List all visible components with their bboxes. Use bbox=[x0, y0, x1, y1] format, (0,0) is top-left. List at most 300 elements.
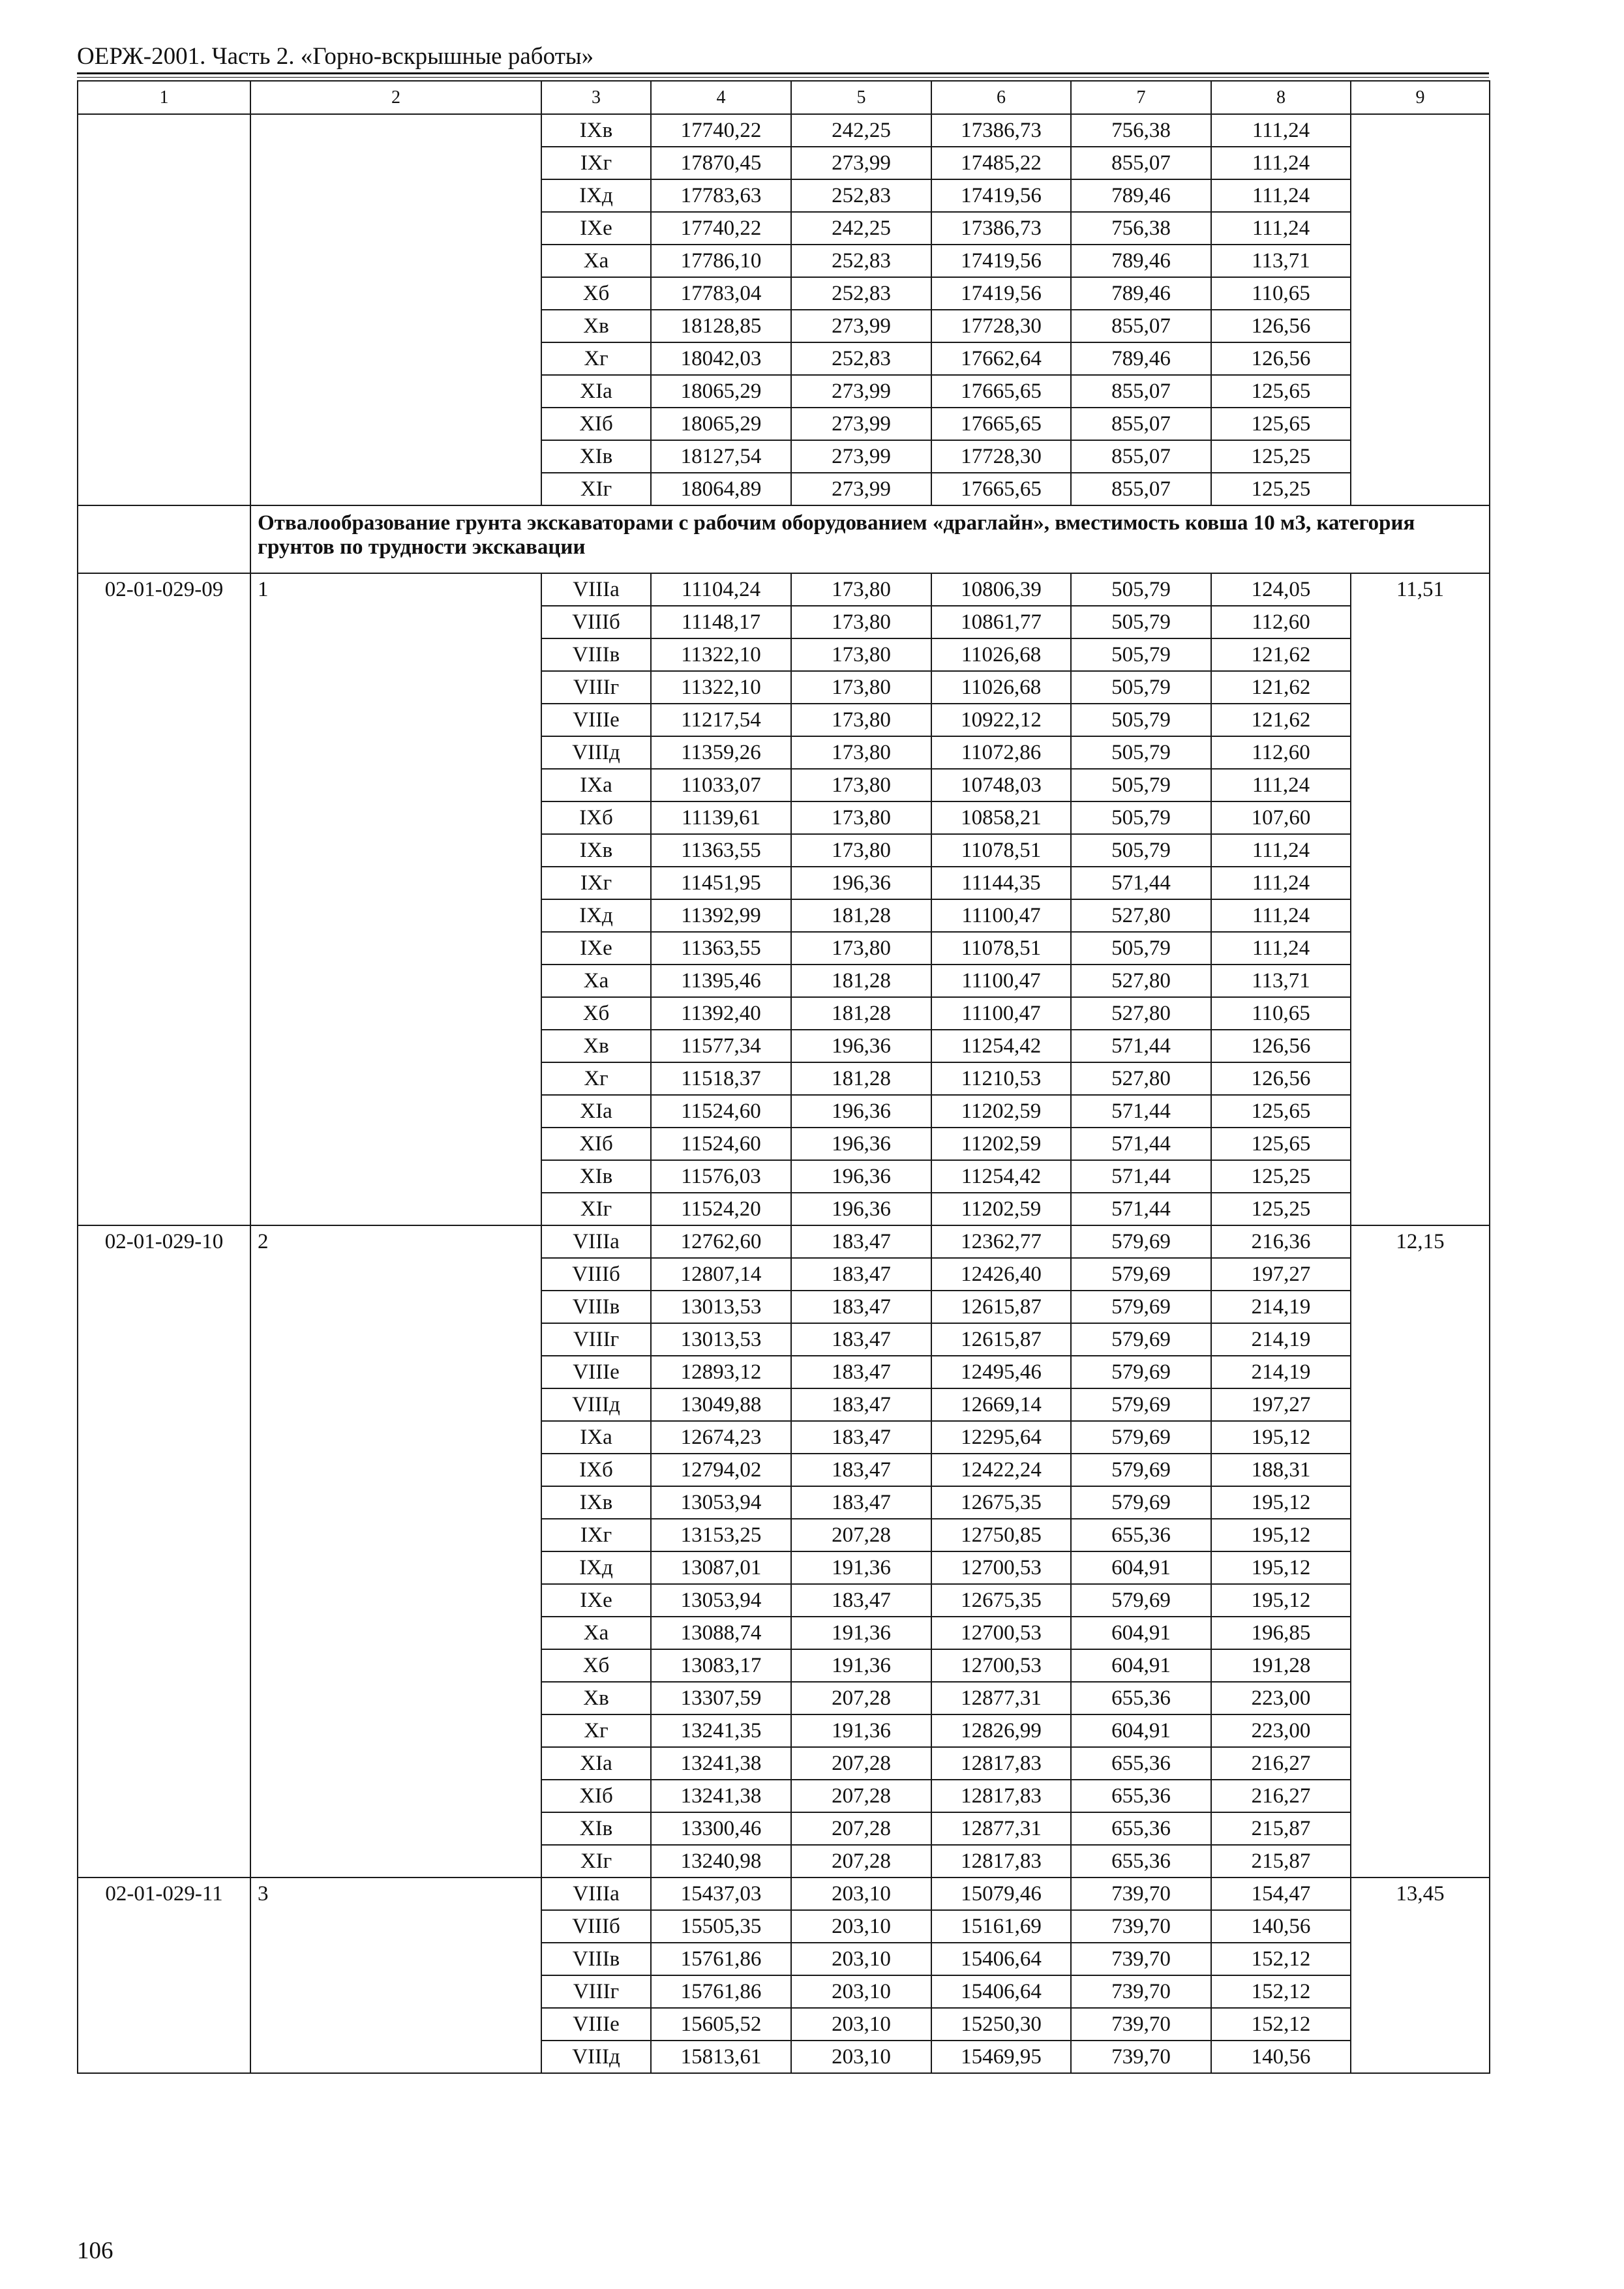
col4-cell: 18042,03 bbox=[651, 342, 791, 375]
col7-cell: 655,36 bbox=[1071, 1812, 1211, 1845]
col4-cell: 18128,85 bbox=[651, 310, 791, 342]
col5-cell: 196,36 bbox=[791, 867, 931, 899]
rate-code: 02-01-029-11 bbox=[78, 1878, 250, 2073]
col7-cell: 604,91 bbox=[1071, 1551, 1211, 1584]
col5-cell: 183,47 bbox=[791, 1454, 931, 1486]
table-row bbox=[78, 1878, 1490, 1910]
col8-cell: 121,62 bbox=[1211, 704, 1351, 736]
col5-cell: 183,47 bbox=[791, 1356, 931, 1388]
column-header: 8 bbox=[1211, 81, 1351, 114]
col5-cell: 181,28 bbox=[791, 899, 931, 932]
category-cell: Xв bbox=[541, 310, 651, 342]
category-cell: XIг bbox=[541, 473, 651, 505]
col7-cell: 505,79 bbox=[1071, 671, 1211, 704]
col7-cell: 655,36 bbox=[1071, 1682, 1211, 1714]
col5-cell: 242,25 bbox=[791, 212, 931, 245]
category-cell: Xг bbox=[541, 342, 651, 375]
col7-cell: 855,07 bbox=[1071, 375, 1211, 408]
col4-cell: 12674,23 bbox=[651, 1421, 791, 1454]
col5-cell: 207,28 bbox=[791, 1519, 931, 1551]
col6-cell: 11026,68 bbox=[931, 638, 1071, 671]
col8-cell: 125,25 bbox=[1211, 1160, 1351, 1193]
col6-cell: 15250,30 bbox=[931, 2008, 1071, 2041]
col8-cell: 125,25 bbox=[1211, 1193, 1351, 1225]
col4-cell: 11577,34 bbox=[651, 1030, 791, 1062]
col7-cell: 505,79 bbox=[1071, 834, 1211, 867]
col7-cell: 579,69 bbox=[1071, 1388, 1211, 1421]
col8-cell: 126,56 bbox=[1211, 342, 1351, 375]
col4-cell: 12762,60 bbox=[651, 1225, 791, 1258]
col7-cell: 579,69 bbox=[1071, 1225, 1211, 1258]
category-cell: Xв bbox=[541, 1682, 651, 1714]
category-cell: XIб bbox=[541, 1780, 651, 1812]
col8-cell: 111,24 bbox=[1211, 147, 1351, 179]
col5-cell: 183,47 bbox=[791, 1291, 931, 1323]
col9-value: 11,51 bbox=[1351, 573, 1490, 1225]
col8-cell: 121,62 bbox=[1211, 638, 1351, 671]
col4-cell: 11518,37 bbox=[651, 1062, 791, 1095]
col7-cell: 505,79 bbox=[1071, 606, 1211, 638]
category-cell: Xб bbox=[541, 277, 651, 310]
category-cell: IXд bbox=[541, 179, 651, 212]
col7-cell: 505,79 bbox=[1071, 704, 1211, 736]
last-cell bbox=[1351, 114, 1490, 505]
col4-cell: 11359,26 bbox=[651, 736, 791, 769]
category-cell: Xа bbox=[541, 245, 651, 277]
col7-cell: 789,46 bbox=[1071, 179, 1211, 212]
category-cell: VIIIд bbox=[541, 1388, 651, 1421]
col5-cell: 191,36 bbox=[791, 1617, 931, 1649]
category-cell: IXе bbox=[541, 212, 651, 245]
column-header: 3 bbox=[541, 81, 651, 114]
col8-cell: 110,65 bbox=[1211, 997, 1351, 1030]
col6-cell: 15406,64 bbox=[931, 1975, 1071, 2008]
col8-cell: 195,12 bbox=[1211, 1421, 1351, 1454]
rate-name: 1 bbox=[250, 573, 541, 1225]
col7-cell: 789,46 bbox=[1071, 342, 1211, 375]
col8-cell: 214,19 bbox=[1211, 1291, 1351, 1323]
col4-cell: 17786,10 bbox=[651, 245, 791, 277]
col7-cell: 505,79 bbox=[1071, 801, 1211, 834]
category-cell: VIIIб bbox=[541, 606, 651, 638]
col5-cell: 203,10 bbox=[791, 1878, 931, 1910]
col7-cell: 579,69 bbox=[1071, 1584, 1211, 1617]
col4-cell: 13053,94 bbox=[651, 1486, 791, 1519]
col4-cell: 13013,53 bbox=[651, 1323, 791, 1356]
col4-cell: 12807,14 bbox=[651, 1258, 791, 1291]
col5-cell: 252,83 bbox=[791, 277, 931, 310]
col4-cell: 11148,17 bbox=[651, 606, 791, 638]
col4-cell: 11033,07 bbox=[651, 769, 791, 801]
col5-cell: 183,47 bbox=[791, 1584, 931, 1617]
col8-cell: 152,12 bbox=[1211, 1943, 1351, 1975]
col5-cell: 191,36 bbox=[791, 1649, 931, 1682]
col4-cell: 12794,02 bbox=[651, 1454, 791, 1486]
col7-cell: 739,70 bbox=[1071, 2008, 1211, 2041]
col7-cell: 527,80 bbox=[1071, 1062, 1211, 1095]
col7-cell: 571,44 bbox=[1071, 1193, 1211, 1225]
col6-cell: 12615,87 bbox=[931, 1291, 1071, 1323]
category-cell: XIг bbox=[541, 1845, 651, 1878]
col8-cell: 125,25 bbox=[1211, 440, 1351, 473]
col7-cell: 579,69 bbox=[1071, 1323, 1211, 1356]
code-cell bbox=[78, 114, 250, 505]
col4-cell: 13049,88 bbox=[651, 1388, 791, 1421]
col8-cell: 216,36 bbox=[1211, 1225, 1351, 1258]
col5-cell: 181,28 bbox=[791, 997, 931, 1030]
col5-cell: 183,47 bbox=[791, 1258, 931, 1291]
col8-cell: 223,00 bbox=[1211, 1682, 1351, 1714]
col4-cell: 13088,74 bbox=[651, 1617, 791, 1649]
col7-cell: 739,70 bbox=[1071, 2041, 1211, 2073]
col8-cell: 125,65 bbox=[1211, 1095, 1351, 1128]
col6-cell: 15161,69 bbox=[931, 1910, 1071, 1943]
col4-cell: 11139,61 bbox=[651, 801, 791, 834]
col7-cell: 505,79 bbox=[1071, 736, 1211, 769]
col4-cell: 15761,86 bbox=[651, 1943, 791, 1975]
col8-cell: 126,56 bbox=[1211, 1062, 1351, 1095]
col4-cell: 11217,54 bbox=[651, 704, 791, 736]
col7-cell: 855,07 bbox=[1071, 408, 1211, 440]
rate-name: 3 bbox=[250, 1878, 541, 2073]
col8-cell: 112,60 bbox=[1211, 606, 1351, 638]
col5-cell: 183,47 bbox=[791, 1486, 931, 1519]
col4-cell: 18127,54 bbox=[651, 440, 791, 473]
col5-cell: 173,80 bbox=[791, 932, 931, 965]
category-cell: VIIIв bbox=[541, 1291, 651, 1323]
col5-cell: 173,80 bbox=[791, 834, 931, 867]
col6-cell: 17728,30 bbox=[931, 310, 1071, 342]
col5-cell: 191,36 bbox=[791, 1551, 931, 1584]
col6-cell: 11202,59 bbox=[931, 1128, 1071, 1160]
col4-cell: 11524,60 bbox=[651, 1128, 791, 1160]
col6-cell: 15406,64 bbox=[931, 1943, 1071, 1975]
col9-value: 13,45 bbox=[1351, 1878, 1490, 2073]
category-cell: VIIIг bbox=[541, 671, 651, 704]
col4-cell: 18065,29 bbox=[651, 408, 791, 440]
col6-cell: 17419,56 bbox=[931, 245, 1071, 277]
col7-cell: 739,70 bbox=[1071, 1878, 1211, 1910]
category-cell: XIа bbox=[541, 1095, 651, 1128]
col7-cell: 655,36 bbox=[1071, 1747, 1211, 1780]
col4-cell: 11322,10 bbox=[651, 638, 791, 671]
col8-cell: 216,27 bbox=[1211, 1747, 1351, 1780]
col6-cell: 11202,59 bbox=[931, 1095, 1071, 1128]
col8-cell: 140,56 bbox=[1211, 2041, 1351, 2073]
category-cell: IXа bbox=[541, 769, 651, 801]
category-cell: IXе bbox=[541, 1584, 651, 1617]
col5-cell: 203,10 bbox=[791, 2008, 931, 2041]
col6-cell: 12700,53 bbox=[931, 1551, 1071, 1584]
col6-cell: 10861,77 bbox=[931, 606, 1071, 638]
col8-cell: 214,19 bbox=[1211, 1356, 1351, 1388]
category-cell: VIIIа bbox=[541, 573, 651, 606]
col5-cell: 203,10 bbox=[791, 1943, 931, 1975]
document-title: ОЕРЖ-2001. Часть 2. «Горно-вскрышные работы» bbox=[77, 43, 594, 70]
col6-cell: 12675,35 bbox=[931, 1486, 1071, 1519]
col8-cell: 197,27 bbox=[1211, 1388, 1351, 1421]
category-cell: IXв bbox=[541, 114, 651, 147]
col4-cell: 18065,29 bbox=[651, 375, 791, 408]
col8-cell: 126,56 bbox=[1211, 310, 1351, 342]
col6-cell: 11072,86 bbox=[931, 736, 1071, 769]
col6-cell: 12700,53 bbox=[931, 1649, 1071, 1682]
col4-cell: 17740,22 bbox=[651, 212, 791, 245]
rate-code: 02-01-029-09 bbox=[78, 573, 250, 1225]
col5-cell: 173,80 bbox=[791, 801, 931, 834]
col7-cell: 527,80 bbox=[1071, 997, 1211, 1030]
col8-cell: 113,71 bbox=[1211, 245, 1351, 277]
col4-cell: 15813,61 bbox=[651, 2041, 791, 2073]
col8-cell: 195,12 bbox=[1211, 1551, 1351, 1584]
col7-cell: 579,69 bbox=[1071, 1291, 1211, 1323]
col7-cell: 855,07 bbox=[1071, 473, 1211, 505]
col8-cell: 111,24 bbox=[1211, 769, 1351, 801]
col5-cell: 207,28 bbox=[791, 1747, 931, 1780]
col5-cell: 203,10 bbox=[791, 1975, 931, 2008]
name-cell bbox=[250, 114, 541, 505]
col6-cell: 15469,95 bbox=[931, 2041, 1071, 2073]
category-cell: Xб bbox=[541, 997, 651, 1030]
section-row bbox=[78, 505, 1490, 573]
page-number: 106 bbox=[77, 2237, 113, 2264]
col6-cell: 12495,46 bbox=[931, 1356, 1071, 1388]
col6-cell: 12877,31 bbox=[931, 1812, 1071, 1845]
col7-cell: 739,70 bbox=[1071, 1910, 1211, 1943]
category-cell: VIIIе bbox=[541, 2008, 651, 2041]
col6-cell: 17662,64 bbox=[931, 342, 1071, 375]
col7-cell: 855,07 bbox=[1071, 147, 1211, 179]
col5-cell: 191,36 bbox=[791, 1714, 931, 1747]
col5-cell: 273,99 bbox=[791, 147, 931, 179]
price-table bbox=[77, 80, 1490, 2074]
col4-cell: 12893,12 bbox=[651, 1356, 791, 1388]
category-cell: IXд bbox=[541, 1551, 651, 1584]
category-cell: XIа bbox=[541, 1747, 651, 1780]
section-title: Отвалообразование грунта экскаваторами с рабочим оборудованием «драглайн», вместимость ковша 10 м3, категория грунтов по трудности экскавации bbox=[250, 505, 1490, 573]
column-header: 7 bbox=[1071, 81, 1211, 114]
col7-cell: 655,36 bbox=[1071, 1519, 1211, 1551]
col8-cell: 126,56 bbox=[1211, 1030, 1351, 1062]
col5-cell: 173,80 bbox=[791, 573, 931, 606]
col8-cell: 111,24 bbox=[1211, 867, 1351, 899]
category-cell: XIв bbox=[541, 1812, 651, 1845]
col4-cell: 11392,99 bbox=[651, 899, 791, 932]
col4-cell: 11451,95 bbox=[651, 867, 791, 899]
col6-cell: 12295,64 bbox=[931, 1421, 1071, 1454]
col5-cell: 196,36 bbox=[791, 1095, 931, 1128]
category-cell: VIIIд bbox=[541, 736, 651, 769]
col4-cell: 13241,38 bbox=[651, 1780, 791, 1812]
col5-cell: 173,80 bbox=[791, 704, 931, 736]
col5-cell: 173,80 bbox=[791, 769, 931, 801]
col7-cell: 571,44 bbox=[1071, 1128, 1211, 1160]
category-cell: VIIIг bbox=[541, 1975, 651, 2008]
col5-cell: 183,47 bbox=[791, 1225, 931, 1258]
col5-cell: 207,28 bbox=[791, 1812, 931, 1845]
col7-cell: 571,44 bbox=[1071, 867, 1211, 899]
col5-cell: 196,36 bbox=[791, 1030, 931, 1062]
category-cell: Xа bbox=[541, 1617, 651, 1649]
col7-cell: 505,79 bbox=[1071, 573, 1211, 606]
col6-cell: 10922,12 bbox=[931, 704, 1071, 736]
column-header: 9 bbox=[1351, 81, 1490, 114]
col7-cell: 604,91 bbox=[1071, 1714, 1211, 1747]
col7-cell: 505,79 bbox=[1071, 932, 1211, 965]
category-cell: XIв bbox=[541, 440, 651, 473]
col6-cell: 10748,03 bbox=[931, 769, 1071, 801]
col5-cell: 242,25 bbox=[791, 114, 931, 147]
col6-cell: 17386,73 bbox=[931, 212, 1071, 245]
col6-cell: 10806,39 bbox=[931, 573, 1071, 606]
col8-cell: 111,24 bbox=[1211, 114, 1351, 147]
col7-cell: 505,79 bbox=[1071, 638, 1211, 671]
col4-cell: 13300,46 bbox=[651, 1812, 791, 1845]
col7-cell: 855,07 bbox=[1071, 440, 1211, 473]
col7-cell: 579,69 bbox=[1071, 1356, 1211, 1388]
col8-cell: 223,00 bbox=[1211, 1714, 1351, 1747]
category-cell: VIIIб bbox=[541, 1910, 651, 1943]
col8-cell: 196,85 bbox=[1211, 1617, 1351, 1649]
col4-cell: 11524,60 bbox=[651, 1095, 791, 1128]
col6-cell: 12615,87 bbox=[931, 1323, 1071, 1356]
col6-cell: 12817,83 bbox=[931, 1845, 1071, 1878]
category-cell: VIIIе bbox=[541, 704, 651, 736]
col7-cell: 579,69 bbox=[1071, 1421, 1211, 1454]
col6-cell: 11100,47 bbox=[931, 965, 1071, 997]
category-cell: IXе bbox=[541, 932, 651, 965]
col5-cell: 252,83 bbox=[791, 179, 931, 212]
col7-cell: 527,80 bbox=[1071, 899, 1211, 932]
category-cell: IXа bbox=[541, 1421, 651, 1454]
col6-cell: 11026,68 bbox=[931, 671, 1071, 704]
col6-cell: 12700,53 bbox=[931, 1617, 1071, 1649]
category-cell: Xг bbox=[541, 1714, 651, 1747]
col8-cell: 214,19 bbox=[1211, 1323, 1351, 1356]
col7-cell: 579,69 bbox=[1071, 1454, 1211, 1486]
col8-cell: 140,56 bbox=[1211, 1910, 1351, 1943]
col8-cell: 125,25 bbox=[1211, 473, 1351, 505]
col8-cell: 110,65 bbox=[1211, 277, 1351, 310]
rate-name: 2 bbox=[250, 1225, 541, 1878]
table-body bbox=[78, 81, 1490, 2073]
col6-cell: 12877,31 bbox=[931, 1682, 1071, 1714]
col4-cell: 15437,03 bbox=[651, 1878, 791, 1910]
col4-cell: 11395,46 bbox=[651, 965, 791, 997]
table-row bbox=[78, 114, 1490, 147]
col4-cell: 13013,53 bbox=[651, 1291, 791, 1323]
col6-cell: 15079,46 bbox=[931, 1878, 1071, 1910]
col5-cell: 273,99 bbox=[791, 473, 931, 505]
category-cell: VIIIв bbox=[541, 1943, 651, 1975]
col5-cell: 173,80 bbox=[791, 671, 931, 704]
col8-cell: 216,27 bbox=[1211, 1780, 1351, 1812]
col7-cell: 579,69 bbox=[1071, 1258, 1211, 1291]
category-cell: Xа bbox=[541, 965, 651, 997]
category-cell: VIIIг bbox=[541, 1323, 651, 1356]
category-cell: IXг bbox=[541, 1519, 651, 1551]
col5-cell: 196,36 bbox=[791, 1160, 931, 1193]
col4-cell: 11104,24 bbox=[651, 573, 791, 606]
col5-cell: 203,10 bbox=[791, 1910, 931, 1943]
category-cell: VIIIа bbox=[541, 1225, 651, 1258]
col4-cell: 13307,59 bbox=[651, 1682, 791, 1714]
col5-cell: 207,28 bbox=[791, 1682, 931, 1714]
category-cell: XIв bbox=[541, 1160, 651, 1193]
category-cell: IXг bbox=[541, 867, 651, 899]
col4-cell: 15505,35 bbox=[651, 1910, 791, 1943]
col6-cell: 11100,47 bbox=[931, 997, 1071, 1030]
category-cell: IXб bbox=[541, 1454, 651, 1486]
col4-cell: 11524,20 bbox=[651, 1193, 791, 1225]
header-rule-thick bbox=[77, 72, 1489, 74]
col6-cell: 11202,59 bbox=[931, 1193, 1071, 1225]
col4-cell: 18064,89 bbox=[651, 473, 791, 505]
col5-cell: 252,83 bbox=[791, 342, 931, 375]
category-cell: IXв bbox=[541, 834, 651, 867]
col7-cell: 756,38 bbox=[1071, 212, 1211, 245]
col8-cell: 107,60 bbox=[1211, 801, 1351, 834]
col5-cell: 183,47 bbox=[791, 1388, 931, 1421]
col4-cell: 17870,45 bbox=[651, 147, 791, 179]
header-rule-thin bbox=[77, 77, 1489, 78]
col8-cell: 111,24 bbox=[1211, 834, 1351, 867]
col4-cell: 11322,10 bbox=[651, 671, 791, 704]
col6-cell: 12750,85 bbox=[931, 1519, 1071, 1551]
col8-cell: 197,27 bbox=[1211, 1258, 1351, 1291]
col5-cell: 196,36 bbox=[791, 1128, 931, 1160]
rate-code: 02-01-029-10 bbox=[78, 1225, 250, 1878]
col4-cell: 15605,52 bbox=[651, 2008, 791, 2041]
col4-cell: 15761,86 bbox=[651, 1975, 791, 2008]
col7-cell: 756,38 bbox=[1071, 114, 1211, 147]
col5-cell: 207,28 bbox=[791, 1780, 931, 1812]
column-header: 1 bbox=[78, 81, 250, 114]
col6-cell: 17665,65 bbox=[931, 473, 1071, 505]
column-header-row bbox=[78, 81, 1490, 114]
col7-cell: 527,80 bbox=[1071, 965, 1211, 997]
col8-cell: 112,60 bbox=[1211, 736, 1351, 769]
col8-cell: 195,12 bbox=[1211, 1584, 1351, 1617]
category-cell: VIIIа bbox=[541, 1878, 651, 1910]
col8-cell: 191,28 bbox=[1211, 1649, 1351, 1682]
category-cell: IXг bbox=[541, 147, 651, 179]
col7-cell: 579,69 bbox=[1071, 1486, 1211, 1519]
col8-cell: 111,24 bbox=[1211, 179, 1351, 212]
category-cell: IXд bbox=[541, 899, 651, 932]
category-cell: IXб bbox=[541, 801, 651, 834]
category-cell: Xб bbox=[541, 1649, 651, 1682]
col7-cell: 604,91 bbox=[1071, 1617, 1211, 1649]
col6-cell: 17485,22 bbox=[931, 147, 1071, 179]
col6-cell: 12362,77 bbox=[931, 1225, 1071, 1258]
col8-cell: 111,24 bbox=[1211, 212, 1351, 245]
col4-cell: 17783,63 bbox=[651, 179, 791, 212]
category-cell: Xв bbox=[541, 1030, 651, 1062]
col7-cell: 789,46 bbox=[1071, 277, 1211, 310]
col6-cell: 17386,73 bbox=[931, 114, 1071, 147]
col8-cell: 152,12 bbox=[1211, 2008, 1351, 2041]
col6-cell: 11078,51 bbox=[931, 932, 1071, 965]
table-row bbox=[78, 1225, 1490, 1258]
col7-cell: 571,44 bbox=[1071, 1095, 1211, 1128]
col8-cell: 125,65 bbox=[1211, 408, 1351, 440]
col4-cell: 13241,35 bbox=[651, 1714, 791, 1747]
col6-cell: 12826,99 bbox=[931, 1714, 1071, 1747]
col4-cell: 11363,55 bbox=[651, 932, 791, 965]
col8-cell: 113,71 bbox=[1211, 965, 1351, 997]
category-cell: IXв bbox=[541, 1486, 651, 1519]
